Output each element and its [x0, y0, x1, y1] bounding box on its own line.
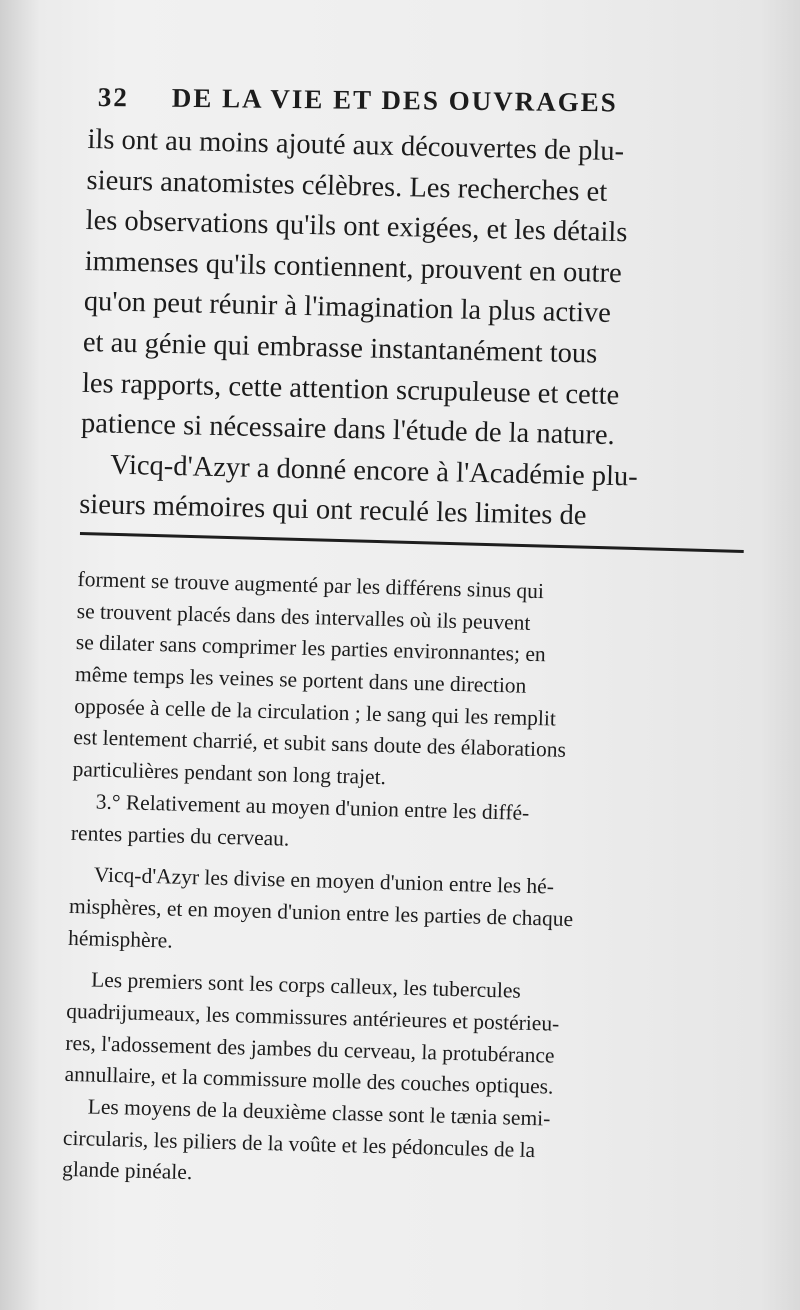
- footnote-line: forment se trouve augmenté par les différens sinus qui: [77, 566, 545, 604]
- footnote-line: particulières pendant son long trajet.: [72, 757, 387, 790]
- main-text-line: ils ont au moins ajouté aux découvertes de plu-: [87, 123, 625, 168]
- footnote-line: Les premiers sont les corps calleux, les tubercules: [90, 967, 522, 1003]
- footnote-line: misphères, et en moyen d'union entre les parties de chaque: [68, 893, 574, 931]
- footnote-line: se dilater sans comprimer les parties environnantes; en: [75, 630, 546, 667]
- main-text-line: et au génie qui embrasse instantanément tous: [82, 326, 598, 370]
- footnote-line: Les moyens de la deuxième classe sont le tænia semi-: [87, 1094, 551, 1131]
- footnote-line: glande pinéale.: [61, 1157, 193, 1185]
- footnote-line: Vicq-d'Azyr les divise en moyen d'union entre les hé-: [93, 862, 555, 899]
- main-text-line: qu'on peut réunir à l'imagination la plus active: [83, 286, 612, 330]
- main-text-line: immenses qu'ils contiennent, prouvent en outre: [84, 245, 623, 289]
- main-text-line: Vicq-d'Azyr a donné encore à l'Académie plu-: [109, 449, 639, 493]
- footnote-line: même temps les veines se portent dans une direction: [74, 662, 527, 698]
- footnote-line: 3.° Relativement au moyen d'union entre les diffé-: [95, 789, 530, 825]
- footnote-line: est lentement charrié, et subit sans doute des élaborations: [73, 725, 567, 763]
- footnote-line: rentes parties du cerveau.: [70, 820, 290, 851]
- main-text-block: [79, 120, 768, 541]
- footnote-line: hémisphère.: [67, 925, 173, 953]
- footnote-line: annullaire, et la commissure molle des couches optiques.: [64, 1062, 554, 1099]
- footnote-line: se trouvent placés dans des intervalles où ils peuvent: [76, 598, 531, 635]
- footnote-block: [62, 564, 758, 1204]
- footnote-line: res, l'adossement des jambes du cerveau, la protubérance: [65, 1030, 555, 1068]
- footnote-line: quadrijumeaux, les commissures antérieures et postérieu-: [65, 998, 560, 1036]
- footnote-line: opposée à celle de la circulation ; le sang qui les remplit: [73, 693, 557, 731]
- main-text-line: les observations qu'ils ont exigées, et les détails: [85, 205, 628, 249]
- main-text-line: les rapports, cette attention scrupuleuse et cette: [81, 367, 620, 411]
- page-number: 32: [97, 82, 129, 113]
- main-text-line: sieurs anatomistes célèbres. Les recherches et: [86, 164, 608, 208]
- footnote-line: circularis, les piliers de la voûte et les pédoncules de la: [62, 1125, 536, 1162]
- main-text-line: sieurs mémoires qui ont reculé les limites de: [78, 489, 587, 532]
- running-title: DE LA VIE ET DES OUVRAGES: [171, 82, 618, 118]
- main-text-line: patience si nécessaire dans l'étude de la nature.: [80, 408, 616, 452]
